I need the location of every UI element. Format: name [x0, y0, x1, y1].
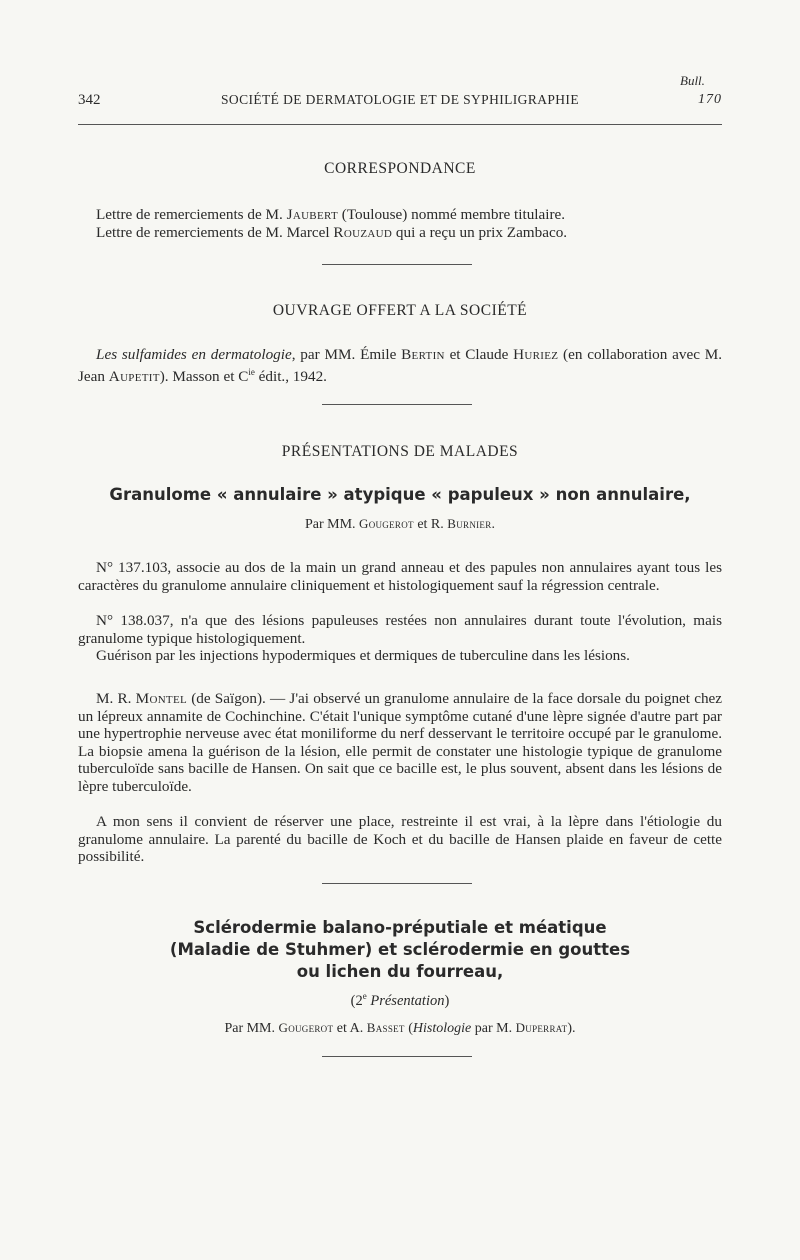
case-paragraph-montel: M. R. Montel (de Saïgon). — J'ai observé un granulome annulaire de la face dorsale du poignet chez un lépreux annamite de Cochinchine. C'était l'unique symptôme cutané d'une lèpre signée d'autre part par une hypertrophie nerveuse avec état moniliforme du nerf desservant le territoire occupé par le granulome. La biopsie amena la guérison de la lésion, elle permit de constater une histologie typique de granulome tuberculoïde sans bacille de Hansen. On sait que ce bacille est, le plus souvent, absent dans les lésions de lèpre tuberculoïde. [78, 690, 723, 795]
person-name: Huriez [513, 346, 559, 363]
running-header [78, 92, 722, 112]
section-divider [322, 883, 472, 884]
case-title-sclerodermie: Sclérodermie balano-préputiale et méatique (Maladie de Stuhmer) et sclérodermie en gouttes ou lichen du fourreau, [169, 918, 631, 981]
person-name: Aupetit [108, 367, 160, 385]
person-name: Bertin [401, 346, 445, 363]
section-heading-ouvrage: OUVRAGE OFFERT A LA SOCIÉTÉ [272, 302, 528, 319]
person-name: Jaubert [286, 206, 338, 223]
case-paragraph-3: Guérison par les injections hypodermiques et dermiques de tuberculine dans les lésions. [96, 647, 630, 664]
case-title-granulome: Granulome « annulaire » atypique « papuleux » non annulaire, [109, 485, 691, 504]
ouvrage-text: Les sulfamides en dermatologie, par MM. Émile Bertin et Claude Huriez (en collaboration avec M. Jean Aupetit). Masson et $C^{ie}$ édit., 1942. [78, 346, 723, 385]
case-paragraph-1: N° 137.103, associe au dos de la main un grand anneau et des papules non annulaires ayant tous les caractères du granulome annulaire cliniquement et histologiquement sauf la régression centrale. [78, 559, 722, 594]
case-byline: Par MM. Gougerot et R. Burnier. [304, 516, 496, 532]
section-divider [322, 264, 472, 265]
correspondance-line-1: Lettre de remerciements de M. Jaubert (Toulouse) nommé membre titulaire. [96, 206, 566, 223]
presentation-note: (2e Présentation) [350, 991, 450, 1009]
section-divider [322, 1056, 472, 1057]
case-paragraph-2: N° 138.037, n'a que des lésions papuleuses restées non annulaires durant toute l'évolution, mais granulome typique histologiquement. [78, 612, 722, 647]
correspondance-line-2: Lettre de remerciements de M. Marcel Rouzaud qui a reçu un prix Zambaco. [96, 223, 568, 241]
section-heading-correspondance: CORRESPONDANCE [324, 160, 476, 177]
section-heading-presentations: PRÉSENTATIONS DE MALADES [281, 443, 519, 460]
correspondance-text [78, 206, 722, 241]
case-paragraph-5: A mon sens il convient de réserver une place, restreinte il est vrai, à la lèpre dans l'étiologie du granulome annulaire. La parenté du bacille de Koch et du bacille de Hansen plaide en faveur de cette possibilité. [78, 813, 722, 866]
library-annotation: Bull. [680, 73, 705, 88]
header-rule [78, 124, 722, 125]
page-number: 342 [78, 92, 101, 108]
person-name: Montel [135, 690, 187, 707]
running-title: SOCIÉTÉ DE DERMATOLOGIE ET DE SYPHILIGRAPHIE [221, 92, 579, 107]
person-name: Rouzaud [333, 223, 393, 241]
case-byline: Par MM. Gougerot et A. Basset (Histologie par M. Duperrat). [224, 1020, 576, 1036]
book-title: Les sulfamides en dermatologie [96, 346, 292, 363]
section-divider [322, 404, 472, 405]
folio-number: 170 [698, 92, 722, 107]
